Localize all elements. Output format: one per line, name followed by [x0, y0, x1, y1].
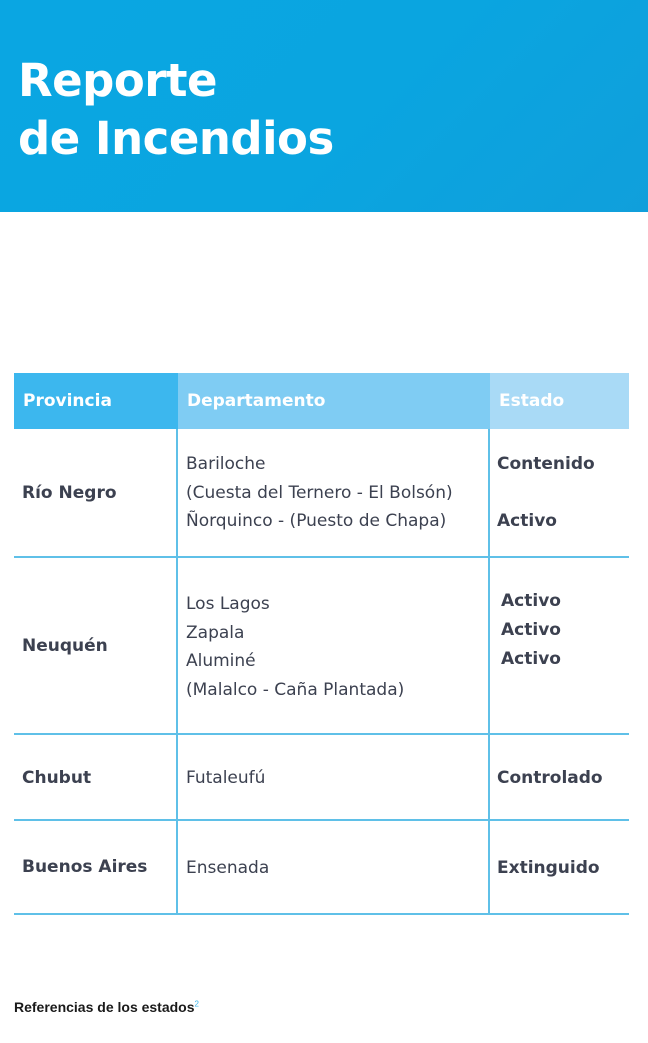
table-row	[14, 558, 629, 735]
provincia-cell: Buenos Aires	[14, 821, 178, 913]
footer-reference-note	[14, 999, 199, 1015]
table-header	[14, 373, 629, 429]
column-header-estado: Estado	[490, 373, 629, 429]
header-banner	[0, 0, 648, 212]
departamento-item: Ensenada	[186, 858, 270, 878]
estado-cell	[490, 429, 629, 556]
estado-item: Controlado	[497, 768, 603, 788]
estado-cell	[490, 821, 629, 913]
departamento-item: Aluminé	[186, 651, 256, 671]
table-row	[14, 735, 629, 821]
estado-item: Activo	[497, 511, 557, 531]
departamento-item: (Malalco - Caña Plantada)	[186, 680, 405, 700]
departamento-cell	[178, 821, 490, 913]
estado-cell	[490, 735, 629, 819]
footer-note-text: Referencias de los estados	[14, 999, 195, 1015]
estado-item: Activo	[501, 649, 561, 669]
departamento-item: Los Lagos	[186, 594, 270, 614]
estado-item: Activo	[501, 620, 561, 640]
provincia-cell: Neuquén	[14, 558, 178, 733]
footnote-marker[interactable]: 2	[194, 999, 199, 1009]
departamento-item: Zapala	[186, 623, 245, 643]
departamento-cell	[178, 429, 490, 556]
estado-item: Extinguido	[497, 858, 600, 878]
departamento-cell	[178, 558, 490, 733]
estado-item: Activo	[501, 591, 561, 611]
table-row	[14, 821, 629, 915]
provincia-cell: Chubut	[14, 735, 178, 819]
departamento-item: Bariloche	[186, 454, 266, 474]
departamento-item: (Cuesta del Ternero - El Bolsón)	[186, 483, 453, 503]
column-header-provincia: Provincia	[14, 373, 178, 429]
estado-cell	[490, 558, 629, 733]
title-line-1: Reporte	[18, 54, 218, 107]
provincia-cell: Río Negro	[14, 429, 178, 556]
departamento-cell	[178, 735, 490, 819]
page-title	[18, 52, 334, 168]
departamento-item: Futaleufú	[186, 768, 266, 788]
fires-table	[14, 373, 629, 915]
table-row	[14, 429, 629, 558]
estado-item: Contenido	[497, 454, 595, 474]
column-header-departamento: Departamento	[178, 373, 490, 429]
title-line-2: de Incendios	[18, 112, 334, 165]
departamento-item: Ñorquinco - (Puesto de Chapa)	[186, 511, 447, 531]
